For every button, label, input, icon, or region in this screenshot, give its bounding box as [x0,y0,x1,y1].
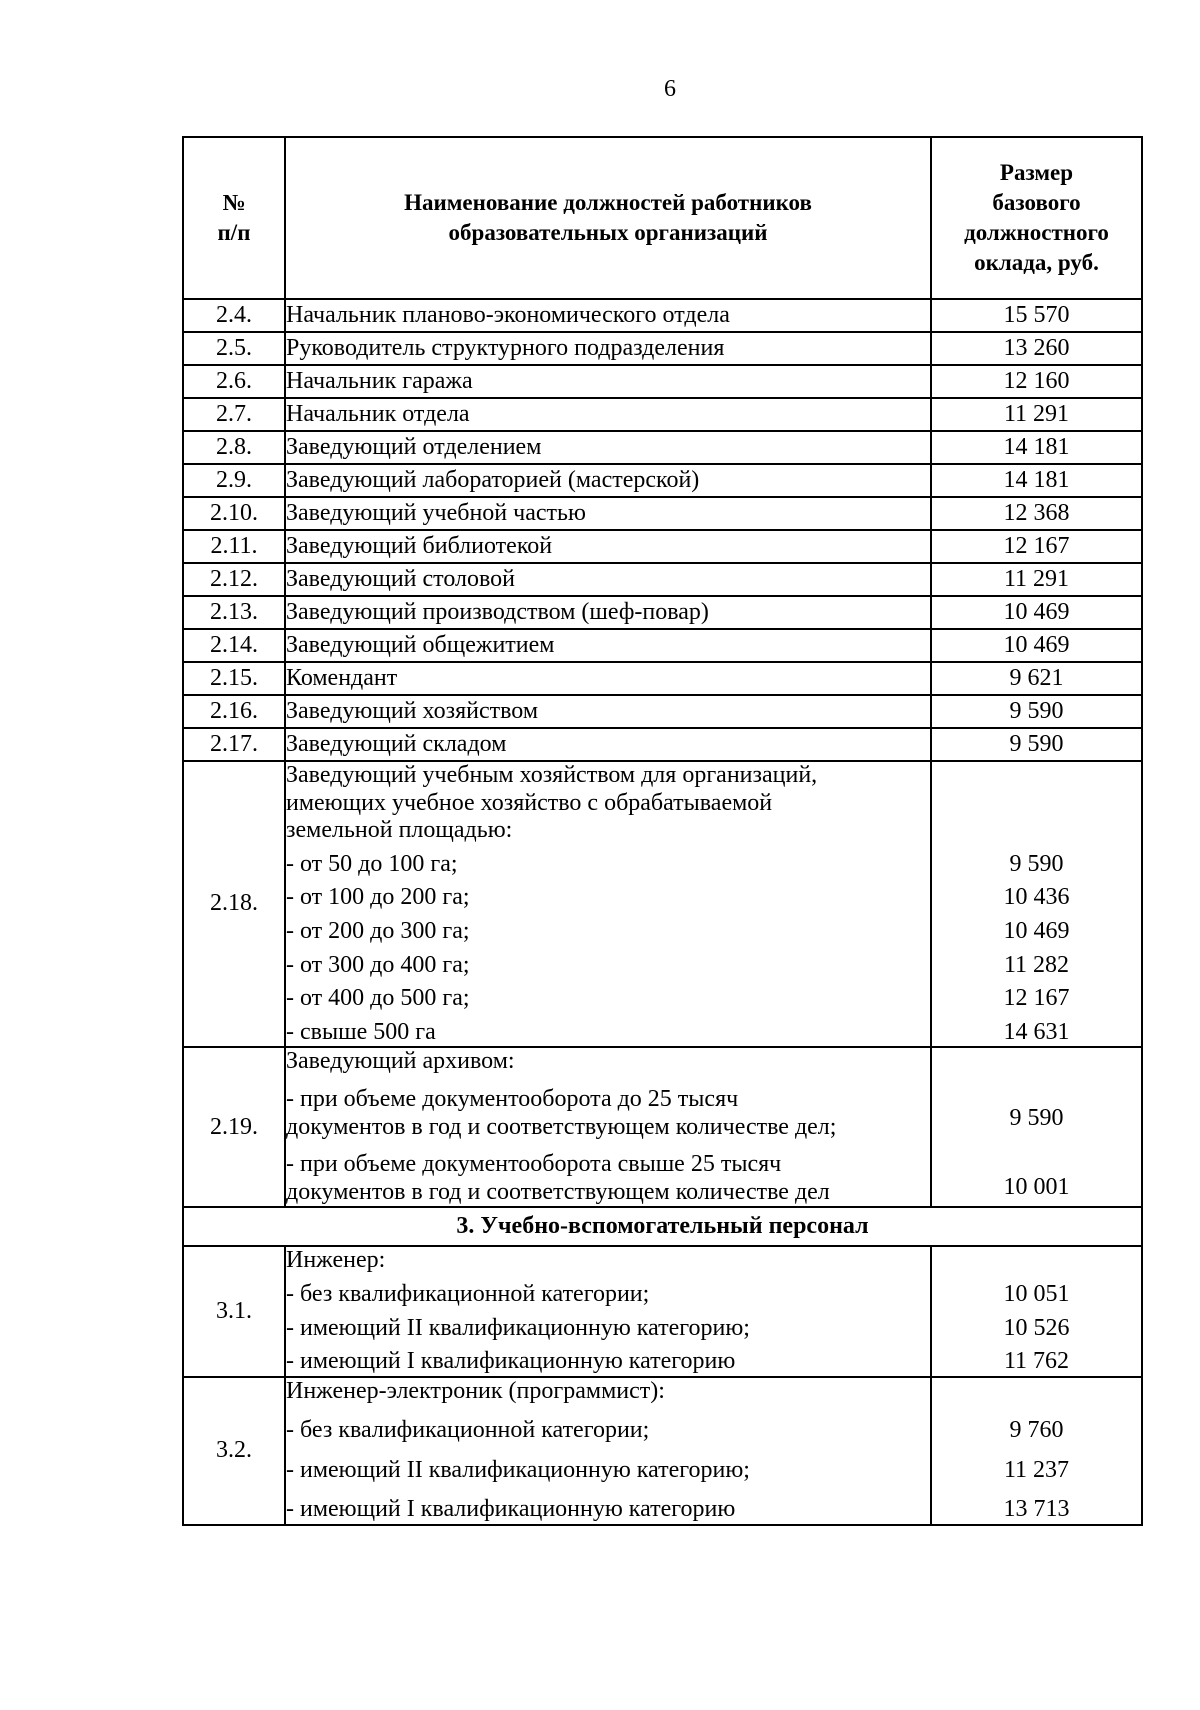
row-name: Заведующий столовой [285,563,931,596]
row-item-label: - имеющий II квалификационную категорию; [286,1314,750,1341]
table-row-3-1 [183,1246,1142,1376]
row-item-salary: 9 590 [1009,1104,1064,1131]
row-item-label: - от 200 до 300 га; [286,917,470,944]
table-row [183,629,1142,662]
row-number: 2.4. [183,299,285,332]
table-row [183,431,1142,464]
row-number: 2.8. [183,431,285,464]
row-name: Заведующий складом [285,728,931,761]
header-name-line: Наименование должностей работников [404,190,812,216]
header-name [285,137,931,299]
row-item-label: - от 50 до 100 га; [286,850,458,877]
row-number: 2.19. [183,1047,285,1207]
header-salary [931,137,1142,299]
row-salary: 10 469 [931,629,1142,662]
row-name: Руководитель структурного подразделения [285,332,931,365]
row-item-salary: 13 713 [1003,1496,1070,1523]
header-salary-line: Размер [999,160,1074,186]
row-intro-line: земельной площадью: [286,817,513,844]
row-item-salary: 11 282 [1003,951,1070,978]
row-salary: 9 590 [931,728,1142,761]
table-row [183,464,1142,497]
row-item-salary: 10 469 [1003,917,1070,944]
row-name: Заведующий библиотекой [285,530,931,563]
row-item-label: - свыше 500 га [286,1018,436,1045]
row-salary: 15 570 [931,299,1142,332]
row-item-salary: 11 762 [1003,1348,1070,1375]
row-salary: 9 590 [931,695,1142,728]
row-number: 2.6. [183,365,285,398]
row-name: Заведующий лабораторией (мастерской) [285,464,931,497]
row-item-salary: 11 237 [1003,1456,1070,1483]
row-salary: 12 160 [931,365,1142,398]
header-name-line: образовательных организаций [448,220,768,245]
row-item-salary: 9 590 [1009,850,1064,877]
row-name-multi [285,1377,931,1525]
row-item-label: - от 400 до 500 га; [286,985,470,1012]
row-item-salary: 10 436 [1003,884,1070,911]
header-num-line: п/п [217,220,251,245]
row-name: Заведующий производством (шеф-повар) [285,596,931,629]
row-name: Начальник отдела [285,398,931,431]
row-item-salary: 9 760 [1009,1417,1064,1444]
row-number: 3.1. [183,1246,285,1376]
row-name: Начальник гаража [285,365,931,398]
table-row [183,662,1142,695]
row-item-label: - без квалификационной категории; [286,1417,650,1444]
table-row [183,695,1142,728]
table-row-3-2 [183,1377,1142,1525]
header-num [183,137,285,299]
row-name-multi [285,761,931,1047]
row-number: 2.14. [183,629,285,662]
row-number: 2.16. [183,695,285,728]
row-salary: 14 181 [931,464,1142,497]
row-salary-multi [931,1047,1142,1207]
row-name: Заведующий хозяйством [285,695,931,728]
row-item-label: - имеющий I квалификационную категорию [286,1348,736,1375]
table-row [183,530,1142,563]
row-name: Комендант [285,662,931,695]
row-number: 2.15. [183,662,285,695]
row-item-label: - от 300 до 400 га; [286,951,470,978]
row-item-label: - имеющий II квалификационную категорию; [286,1456,750,1483]
row-name-multi [285,1047,931,1207]
row-number: 2.5. [183,332,285,365]
row-salary: 13 260 [931,332,1142,365]
header-salary-line: оклада, руб. [974,249,1099,275]
row-name-multi [285,1246,931,1376]
row-number: 2.17. [183,728,285,761]
row-salary: 12 368 [931,497,1142,530]
row-number: 3.2. [183,1377,285,1525]
row-salary: 14 181 [931,431,1142,464]
table-row [183,365,1142,398]
row-salary: 10 469 [931,596,1142,629]
table-row [183,299,1142,332]
section-header-row [183,1207,1142,1246]
row-name: Заведующий учебной частью [285,497,931,530]
row-item-label: - без квалификационной категории; [286,1280,650,1307]
table-header-row [183,137,1142,299]
row-number: 2.7. [183,398,285,431]
row-item-salary: 10 051 [1003,1280,1070,1307]
table-row [183,563,1142,596]
row-number: 2.9. [183,464,285,497]
table-row [183,497,1142,530]
row-item-label: - при объеме документооборота до 25 тысяч [286,1085,739,1112]
row-salary-multi [931,1377,1142,1525]
row-item-label: документов в год и соответствующем количестве дел [286,1178,830,1205]
row-name: Заведующий общежитием [285,629,931,662]
row-number: 2.10. [183,497,285,530]
table-row-2-19 [183,1047,1142,1207]
table-row [183,398,1142,431]
row-salary: 11 291 [931,563,1142,596]
row-name: Заведующий отделением [285,431,931,464]
row-item-label: - от 100 до 200 га; [286,884,470,911]
header-salary-line: должностного [964,220,1109,245]
row-intro-line: Инженер: [286,1247,386,1274]
row-intro-line: имеющих учебное хозяйство с обрабатываемой [286,789,773,816]
row-item-label: - при объеме документооборота свыше 25 тысяч [286,1151,782,1178]
salary-table [182,136,1143,1526]
row-salary: 11 291 [931,398,1142,431]
header-num-line: № [222,190,246,216]
row-item-salary: 12 167 [1003,985,1070,1012]
row-intro-line: Заведующий архивом: [286,1048,515,1075]
row-item-salary: 10 001 [1003,1174,1070,1201]
row-item-label: - имеющий I квалификационную категорию [286,1496,736,1523]
table-row [183,728,1142,761]
row-salary-multi [931,761,1142,1047]
header-salary-line: базового [992,190,1081,216]
row-number: 2.18. [183,761,285,1047]
row-number: 2.13. [183,596,285,629]
table-row [183,332,1142,365]
section-title: 3. Учебно-вспомогательный персонал [183,1207,1142,1246]
row-salary: 9 621 [931,662,1142,695]
row-number: 2.11. [183,530,285,563]
table-row [183,596,1142,629]
row-item-label: документов в год и соответствующем количестве дел; [286,1113,837,1140]
row-item-salary: 10 526 [1003,1314,1070,1341]
row-salary-multi [931,1246,1142,1376]
row-intro-line: Инженер-электроник (программист): [286,1377,665,1404]
row-number: 2.12. [183,563,285,596]
row-intro-line: Заведующий учебным хозяйством для организаций, [286,762,818,788]
table-row-2-18 [183,761,1142,1047]
row-name: Начальник планово-экономического отдела [285,299,931,332]
row-item-salary: 14 631 [1003,1018,1070,1045]
row-salary: 12 167 [931,530,1142,563]
page-number: 6 [664,76,676,102]
